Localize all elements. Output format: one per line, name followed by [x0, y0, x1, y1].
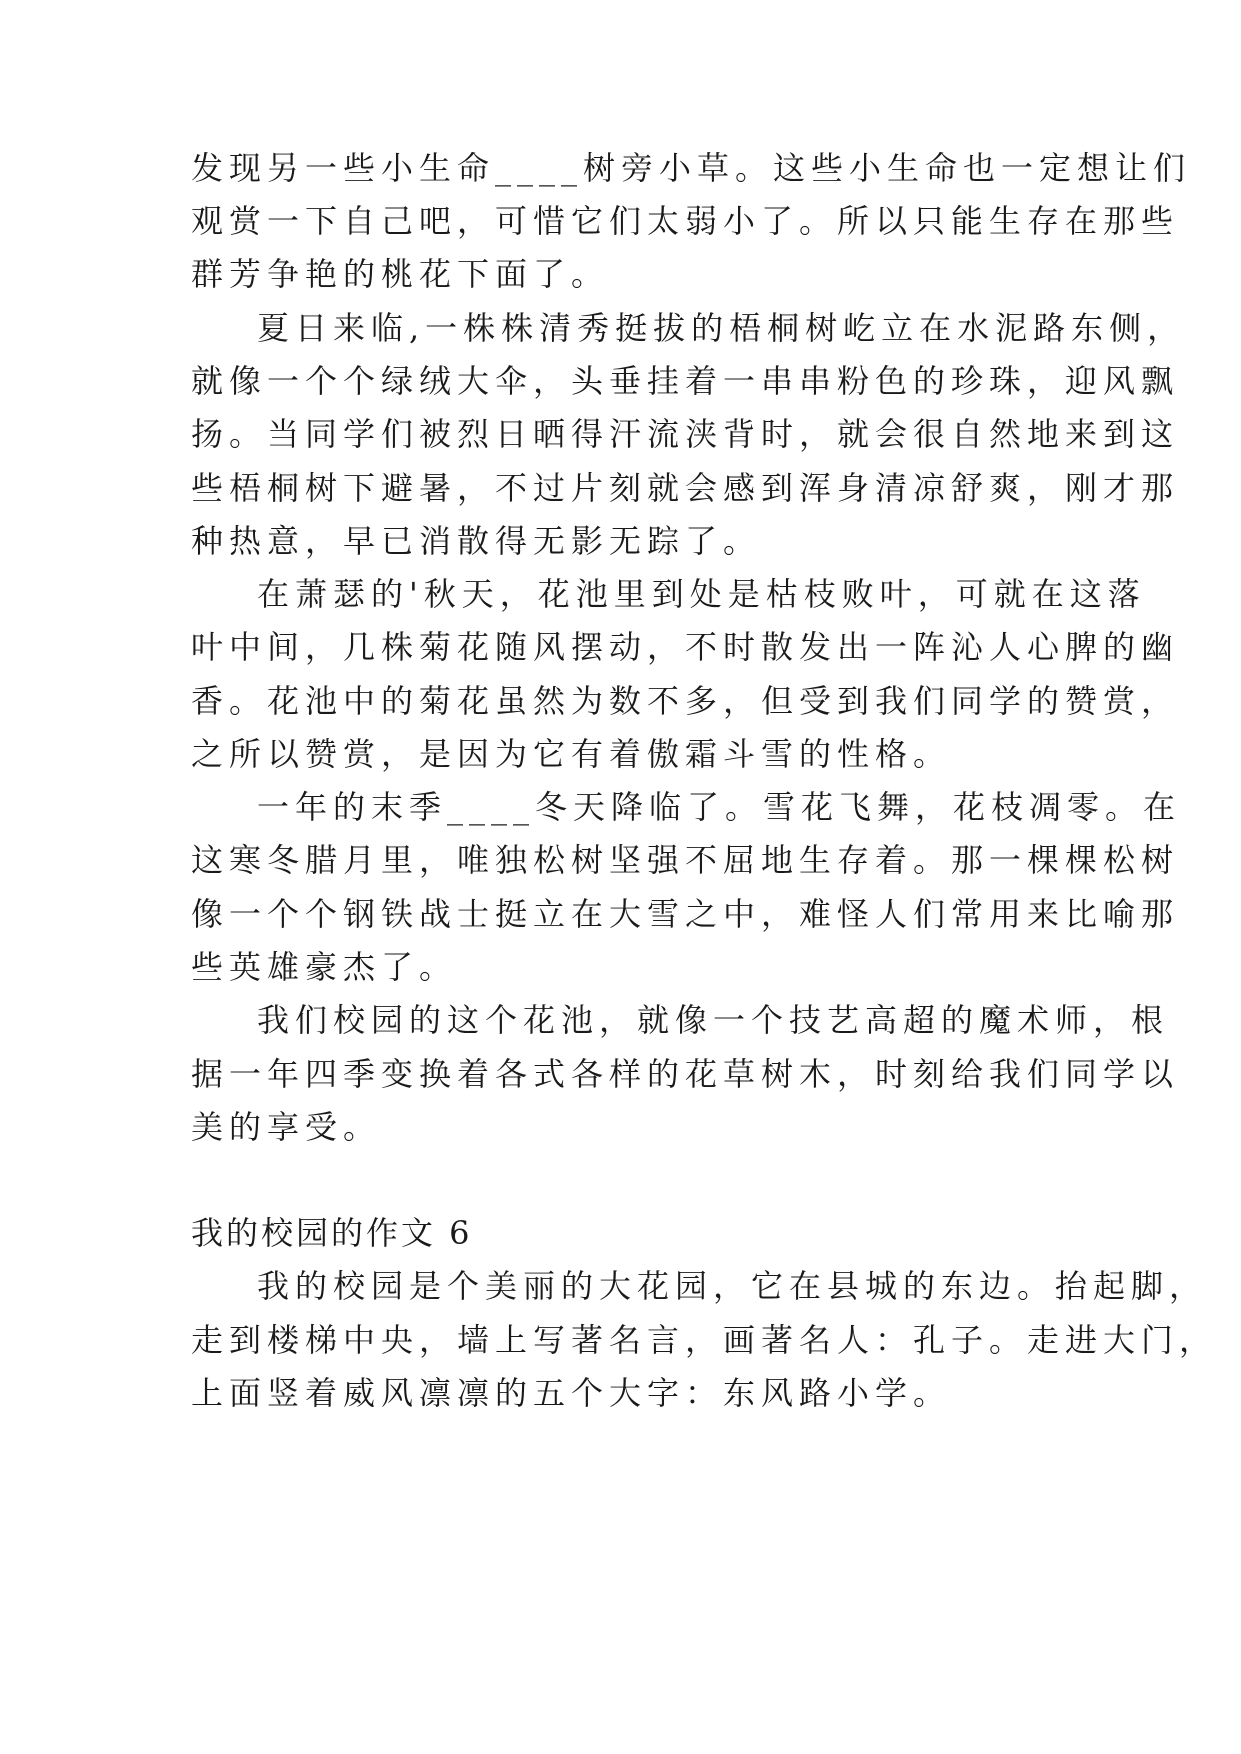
text-line: 据一年四季变换着各式各样的花草树木，时刻给我们同学以: [191, 1055, 1180, 1093]
text-line: 我的校园是个美丽的大花园，它在县城的东边。抬起脚，: [257, 1267, 1208, 1305]
text-line: 些英雄豪杰了。: [191, 948, 458, 986]
text-line: 群芳争艳的桃花下面了。: [191, 255, 610, 293]
text-line: 像一个个钢铁战士挺立在大雪之中，难怪人们常用来比喻那: [191, 895, 1180, 933]
text-line: 这寒冬腊月里，唯独松树坚强不屈地生存着。那一棵棵松树: [191, 841, 1180, 879]
text-line: 些梧桐树下避暑，不过片刻就会感到浑身清凉舒爽，刚才那: [191, 469, 1180, 507]
text-line: 一年的末季____冬天降临了。雪花飞舞，花枝凋零。在: [257, 788, 1182, 826]
text-line: 之所以赞赏，是因为它有着傲霜斗雪的性格。: [191, 735, 952, 773]
section-title: 我的校园的作文 6: [191, 1214, 473, 1252]
text-line: 上面竖着威风凛凛的五个大字：东风路小学。: [191, 1374, 952, 1412]
text-line: 就像一个个绿绒大伞，头垂挂着一串串粉色的珍珠，迎风飘: [191, 362, 1180, 400]
text-line: 走到楼梯中央，墙上写著名言，画著名人：孔子。走进大门，: [191, 1321, 1218, 1359]
text-line: 扬。当同学们被烈日晒得汗流浃背时，就会很自然地来到这: [191, 415, 1180, 453]
text-line: 观赏一下自己吧，可惜它们太弱小了。所以只能生存在那些: [191, 202, 1180, 240]
text-line: 我们校园的这个花池，就像一个技艺高超的魔术师，根: [257, 1001, 1170, 1039]
text-line: 在萧瑟的'秋天，花池里到处是枯枝败叶，可就在这落: [257, 575, 1146, 613]
text-line: 美的享受。: [191, 1108, 382, 1146]
text-line: 发现另一些小生命____树旁小草。这些小生命也一定想让们: [191, 149, 1192, 187]
text-line: 叶中间，几株菊花随风摆动，不时散发出一阵沁人心脾的幽: [191, 628, 1180, 666]
text-line: 种热意，早已消散得无影无踪了。: [191, 522, 762, 560]
text-line: 夏日来临,一株株清秀挺拔的梧桐树屹立在水泥路东侧，: [257, 309, 1186, 347]
text-line: 香。花池中的菊花虽然为数不多，但受到我们同学的赞赏，: [191, 682, 1180, 720]
